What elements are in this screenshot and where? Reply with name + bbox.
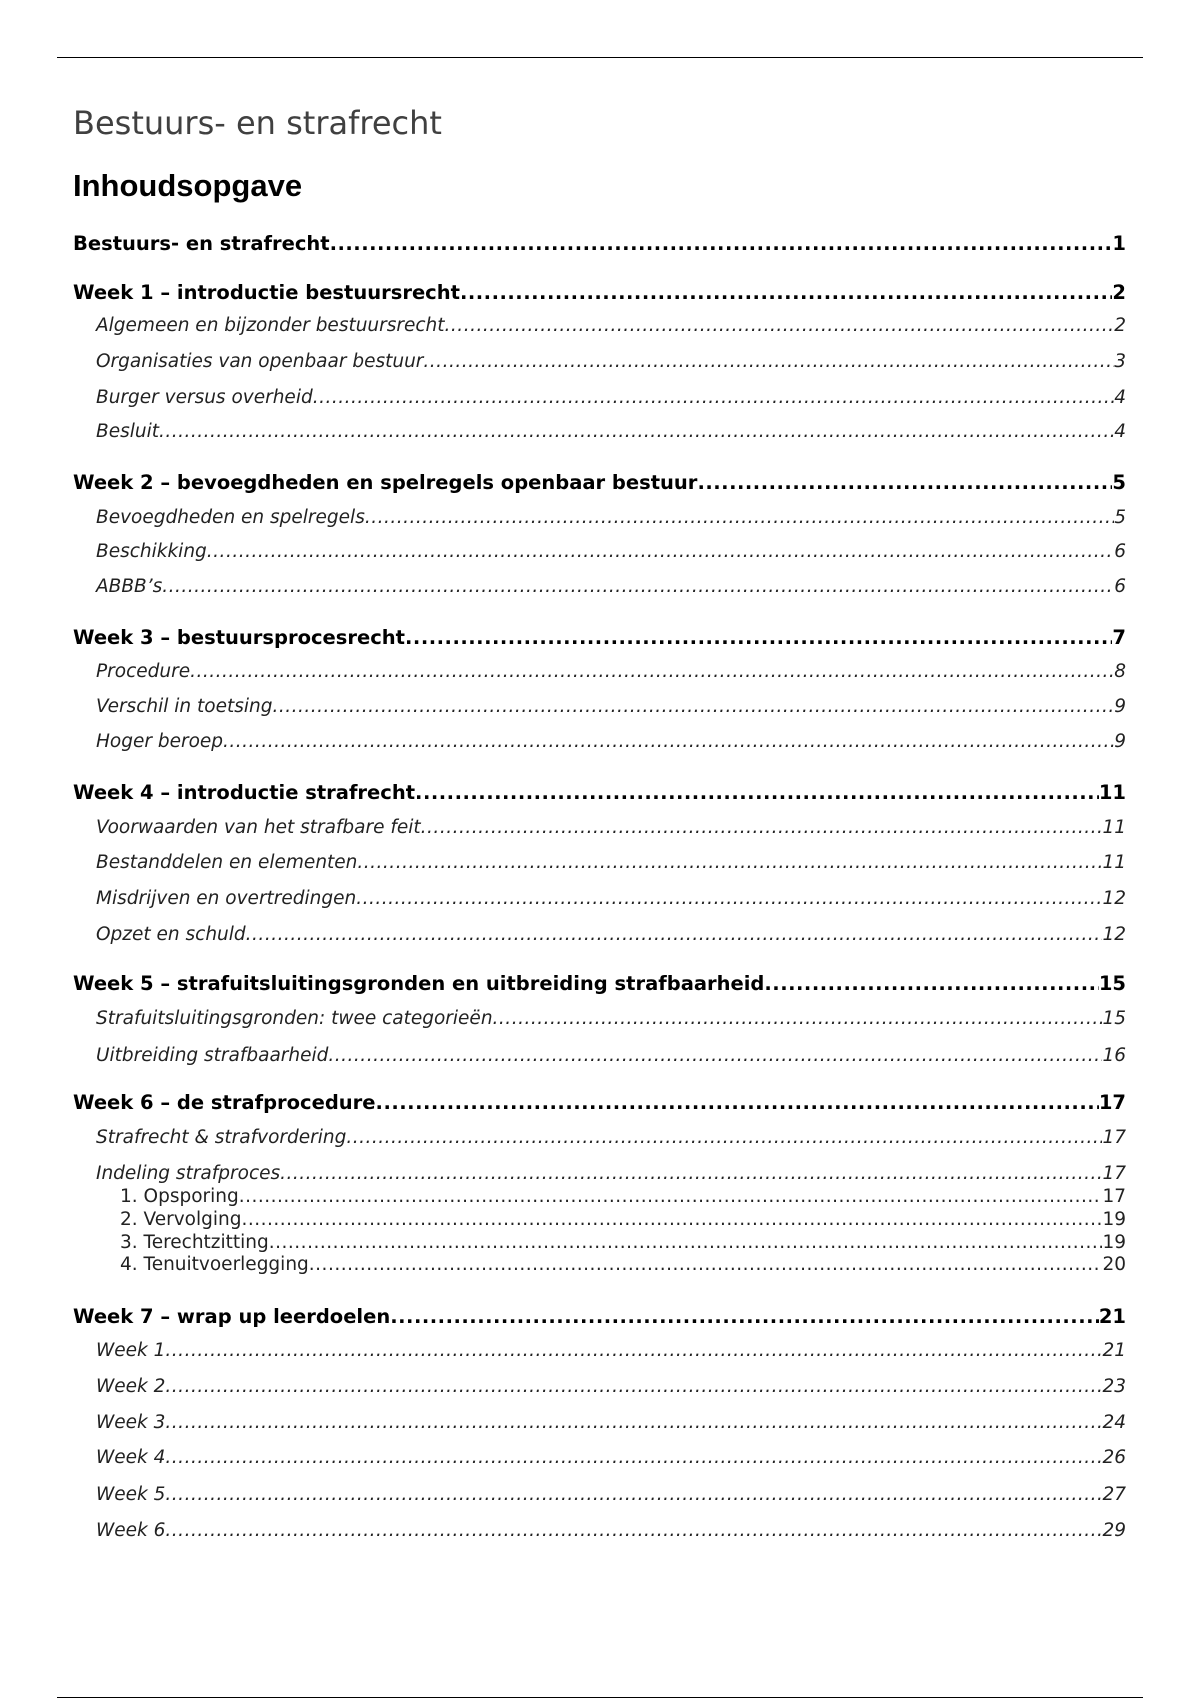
toc-subsection-entry[interactable] [96,387,1126,408]
toc-page-number: 21 [1098,1305,1126,1328]
toc-section-entry[interactable] [73,1305,1126,1328]
toc-page-number: 17 [1102,1163,1126,1184]
toc-entry-text: Week 1 [96,1340,166,1361]
toc-leader-dots [162,576,1114,597]
toc-page-number: 5 [1114,507,1126,528]
toc-leader-dots [346,1127,1102,1148]
toc-leader-dots [165,1412,1102,1433]
toc-page-number: 17 [1102,1127,1126,1148]
toc-subsection-entry[interactable] [96,852,1126,873]
toc-leader-dots [405,626,1112,649]
toc-subitem-entry[interactable] [120,1232,1126,1253]
toc-leader-dots [269,1232,1103,1253]
toc-leader-dots [159,421,1114,442]
toc-subsection-entry[interactable] [96,507,1126,528]
toc-entry-text: Week 3 [96,1412,166,1433]
toc-page-number: 3 [1114,351,1126,372]
toc-subsection-entry[interactable] [96,1127,1126,1148]
toc-entry-text: Bestanddelen en elementen [96,852,358,873]
footer-rule [57,1697,1143,1698]
toc-subsection-entry[interactable] [96,351,1126,372]
toc-leader-dots [190,661,1114,682]
toc-leader-dots [239,1186,1103,1207]
toc-leader-dots [357,852,1102,873]
toc-page-number: 19 [1102,1232,1126,1253]
toc-entry-text: Week 2 [96,1376,166,1397]
toc-page-number: 16 [1102,1045,1126,1066]
toc-entry-text: Bestuurs- en strafrecht [73,232,330,255]
toc-subsection-entry[interactable] [96,576,1126,597]
toc-entry-text: Opzet en schuld [96,924,246,945]
toc-entry-text: Week 7 – wrap up leerdoelen [73,1305,391,1328]
toc-subsection-entry[interactable] [96,731,1126,752]
toc-page-number: 5 [1112,471,1126,494]
toc-page-number: 24 [1102,1412,1126,1433]
toc-subsection-entry[interactable] [96,1520,1126,1541]
toc-subsection-entry[interactable] [96,1484,1126,1505]
toc-entry-text: Week 4 – introductie strafrecht [73,781,416,804]
toc-entry-text: 4. Tenuitvoerlegging [120,1254,309,1275]
toc-leader-dots [376,1091,1099,1114]
toc-entry-text: Organisaties van openbaar bestuur [96,351,424,372]
toc-leader-dots [242,1209,1103,1230]
toc-leader-dots [207,541,1114,562]
toc-page-number: 26 [1102,1447,1126,1468]
toc-subsection-entry[interactable] [96,421,1126,442]
toc-subsection-entry[interactable] [96,315,1126,336]
toc-page-number: 11 [1102,852,1126,873]
toc-entry-text: Week 6 [96,1520,166,1541]
toc-subsection-entry[interactable] [96,541,1126,562]
toc-section-entry[interactable] [73,471,1126,494]
toc-entry-text: Indeling strafproces [96,1163,281,1184]
toc-subitem-entry[interactable] [120,1209,1126,1230]
toc-heading: Inhoudsopgave [73,168,303,203]
toc-subsection-entry[interactable] [96,888,1126,909]
toc-page-number: 11 [1098,781,1126,804]
toc-entry-text: Week 6 – de strafprocedure [73,1091,376,1114]
toc-page-number: 29 [1102,1520,1126,1541]
toc-page-number: 23 [1102,1376,1126,1397]
toc-leader-dots [415,781,1099,804]
toc-page-number: 4 [1114,387,1126,408]
toc-leader-dots [165,1447,1102,1468]
toc-leader-dots [313,387,1115,408]
toc-leader-dots [445,315,1115,336]
header-rule [57,57,1143,58]
toc-leader-dots [223,731,1114,752]
toc-leader-dots [421,817,1103,838]
toc-entry-text: Week 1 – introductie bestuursrecht [73,281,460,304]
toc-leader-dots [165,1376,1102,1397]
toc-page-number: 17 [1098,1091,1126,1114]
toc-page-number: 2 [1114,315,1126,336]
toc-entry-text: Algemeen en bijzonder bestuursrecht [96,315,445,336]
toc-page-number: 1 [1112,232,1126,255]
toc-subsection-entry[interactable] [96,661,1126,682]
toc-subitem-entry[interactable] [120,1254,1126,1275]
toc-page-number: 27 [1102,1484,1126,1505]
toc-entry-text: Voorwaarden van het strafbare feit [96,817,421,838]
toc-leader-dots [165,1484,1102,1505]
toc-leader-dots [165,1340,1102,1361]
toc-subsection-entry[interactable] [96,817,1126,838]
toc-entry-text: Burger versus overheid [96,387,313,408]
toc-page-number: 8 [1114,661,1126,682]
toc-page-number: 20 [1102,1254,1126,1275]
toc-leader-dots [493,1008,1103,1029]
toc-entry-text: Hoger beroep [96,731,224,752]
toc-subsection-entry[interactable] [96,1447,1126,1468]
toc-leader-dots [328,1045,1102,1066]
toc-section-entry[interactable] [73,281,1126,304]
toc-entry-text: Week 5 [96,1484,166,1505]
toc-leader-dots [390,1305,1099,1328]
toc-entry-text: 2. Vervolging [120,1209,242,1230]
toc-page-number: 9 [1114,731,1126,752]
toc-leader-dots [460,281,1112,304]
toc-entry-text: ABBB’s [96,576,163,597]
toc-entry-text: Uitbreiding strafbaarheid [96,1045,329,1066]
toc-subsection-entry[interactable] [96,1008,1126,1029]
toc-entry-text: Beschikking [96,541,207,562]
toc-leader-dots [365,507,1114,528]
toc-leader-dots [697,471,1112,494]
toc-section-entry[interactable] [73,781,1126,804]
toc-subsection-entry[interactable] [96,924,1126,945]
toc-page-number: 9 [1114,696,1126,717]
toc-entry-text: Strafuitsluitingsgronden: twee categorieën [96,1008,493,1029]
toc-page-number: 4 [1114,421,1126,442]
toc-leader-dots [272,696,1114,717]
toc-entry-text: Besluit [96,421,159,442]
toc-entry-text: Procedure [96,661,191,682]
toc-page-number: 11 [1102,817,1126,838]
toc-leader-dots [764,972,1098,995]
toc-entry-text: Strafrecht & strafvordering [96,1127,347,1148]
toc-leader-dots [423,351,1114,372]
toc-entry-text: Bevoegdheden en spelregels [96,507,365,528]
toc-subsection-entry[interactable] [96,1045,1126,1066]
toc-leader-dots [165,1520,1102,1541]
toc-subsection-entry[interactable] [96,696,1126,717]
toc-page-number: 12 [1102,888,1126,909]
toc-page-number: 7 [1112,626,1126,649]
toc-page-number: 2 [1112,281,1126,304]
toc-page-number: 21 [1102,1340,1126,1361]
toc-leader-dots [309,1254,1103,1275]
toc-page-number: 19 [1102,1209,1126,1230]
toc-subsection-entry[interactable] [96,1163,1126,1184]
toc-page-number: 15 [1098,972,1126,995]
toc-leader-dots [330,232,1113,255]
toc-section-entry[interactable] [73,1091,1126,1114]
toc-page-number: 17 [1102,1186,1126,1207]
toc-subsection-entry[interactable] [96,1376,1126,1397]
toc-subsection-entry[interactable] [96,1340,1126,1361]
toc-entry-text: Week 3 – bestuursprocesrecht [73,626,405,649]
toc-entry-text: Misdrijven en overtredingen [96,888,357,909]
toc-entry-text: 3. Terechtzitting [120,1232,269,1253]
toc-section-entry[interactable] [73,972,1126,995]
toc-subitem-entry[interactable] [120,1186,1126,1207]
toc-leader-dots [356,888,1102,909]
toc-section-entry[interactable] [73,626,1126,649]
toc-page-number: 12 [1102,924,1126,945]
toc-page-number: 15 [1102,1008,1126,1029]
toc-entry-text: 1. Opsporing [120,1186,239,1207]
toc-page-number: 6 [1114,576,1126,597]
toc-section-entry[interactable] [73,232,1126,255]
toc-leader-dots [280,1163,1102,1184]
toc-page-number: 6 [1114,541,1126,562]
toc-entry-text: Week 5 – strafuitsluitingsgronden en uitbreiding strafbaarheid [73,972,765,995]
toc-subsection-entry[interactable] [96,1412,1126,1433]
toc-entry-text: Week 2 – bevoegdheden en spelregels openbaar bestuur [73,471,698,494]
document-title: Bestuurs- en strafrecht [73,104,442,142]
toc-entry-text: Week 4 [96,1447,166,1468]
toc-entry-text: Verschil in toetsing [96,696,273,717]
toc-leader-dots [246,924,1103,945]
